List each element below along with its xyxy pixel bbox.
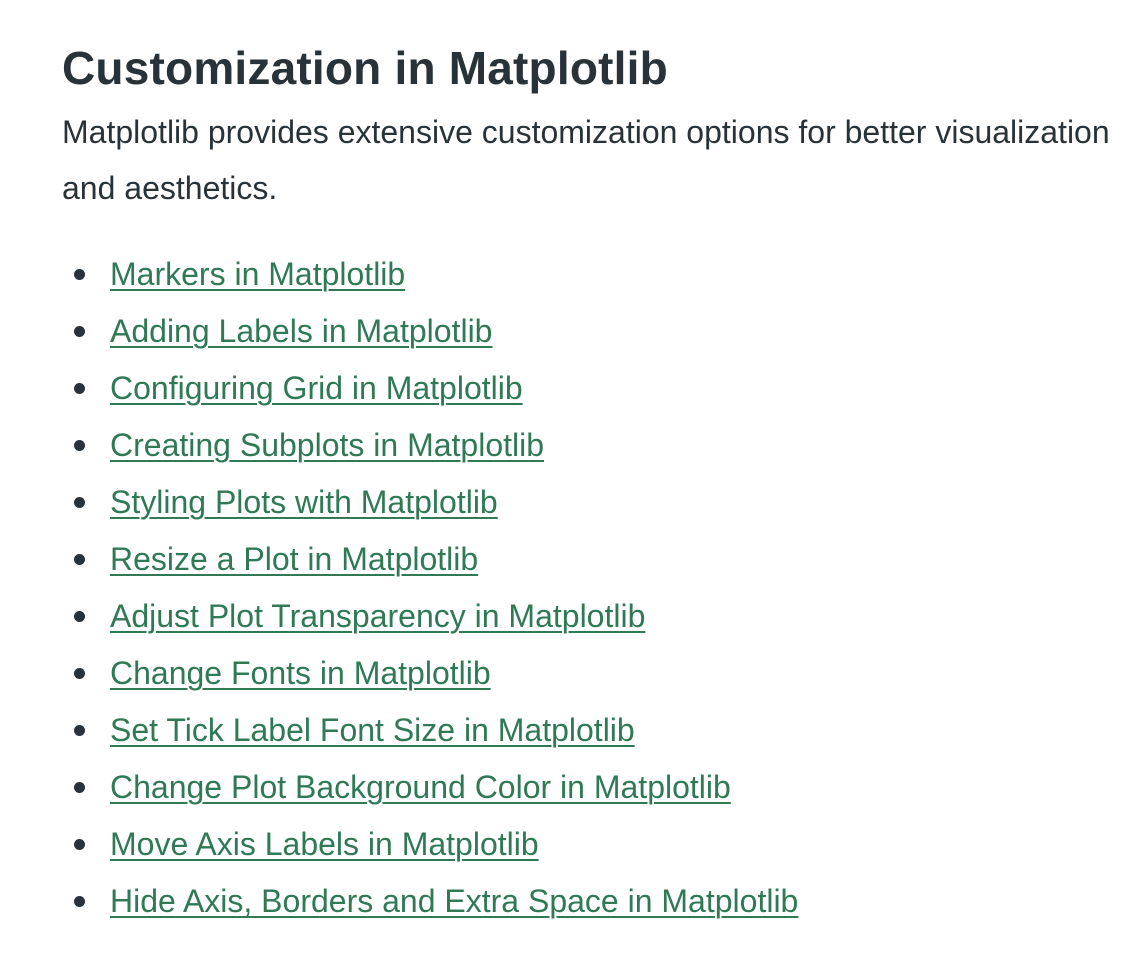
bullet-icon (74, 668, 85, 679)
list-item (62, 588, 1122, 645)
list-item (62, 417, 1122, 474)
link-markers[interactable]: Markers in Matplotlib (110, 256, 406, 292)
list-item (62, 360, 1122, 417)
bullet-icon (74, 782, 85, 793)
list-item (62, 303, 1122, 360)
list-item (62, 873, 1122, 930)
link-move-axis-labels[interactable]: Move Axis Labels in Matplotlib (110, 826, 539, 862)
bullet-icon (74, 440, 85, 451)
bullet-icon (74, 896, 85, 907)
bullet-icon (74, 554, 85, 565)
bullet-icon (74, 725, 85, 736)
list-item (62, 474, 1122, 531)
link-adding-labels[interactable]: Adding Labels in Matplotlib (110, 313, 493, 349)
link-creating-subplots[interactable]: Creating Subplots in Matplotlib (110, 427, 545, 463)
link-hide-axis[interactable]: Hide Axis, Borders and Extra Space in Matplotlib (110, 883, 799, 919)
list-item (62, 645, 1122, 702)
bullet-icon (74, 269, 85, 280)
bullet-icon (74, 839, 85, 850)
list-item (62, 246, 1122, 303)
list-item (62, 759, 1122, 816)
link-resize-plot[interactable]: Resize a Plot in Matplotlib (110, 541, 479, 577)
link-configuring-grid[interactable]: Configuring Grid in Matplotlib (110, 370, 523, 406)
article-link-list (62, 246, 1122, 930)
section-title: Customization in Matplotlib (62, 42, 668, 94)
link-background-color[interactable]: Change Plot Background Color in Matplotlib (110, 769, 731, 805)
bullet-icon (74, 611, 85, 622)
list-item (62, 531, 1122, 588)
list-item (62, 816, 1122, 873)
bullet-icon (74, 383, 85, 394)
customization-section (62, 38, 1122, 930)
link-adjust-transparency[interactable]: Adjust Plot Transparency in Matplotlib (110, 598, 646, 634)
list-item (62, 702, 1122, 759)
section-intro: Matplotlib provides extensive customization options for better visualization and aesthetics. (62, 114, 1110, 206)
bullet-icon (74, 497, 85, 508)
bullet-icon (74, 326, 85, 337)
link-change-fonts[interactable]: Change Fonts in Matplotlib (110, 655, 491, 691)
link-styling-plots[interactable]: Styling Plots with Matplotlib (110, 484, 498, 520)
link-tick-label-font-size[interactable]: Set Tick Label Font Size in Matplotlib (110, 712, 635, 748)
